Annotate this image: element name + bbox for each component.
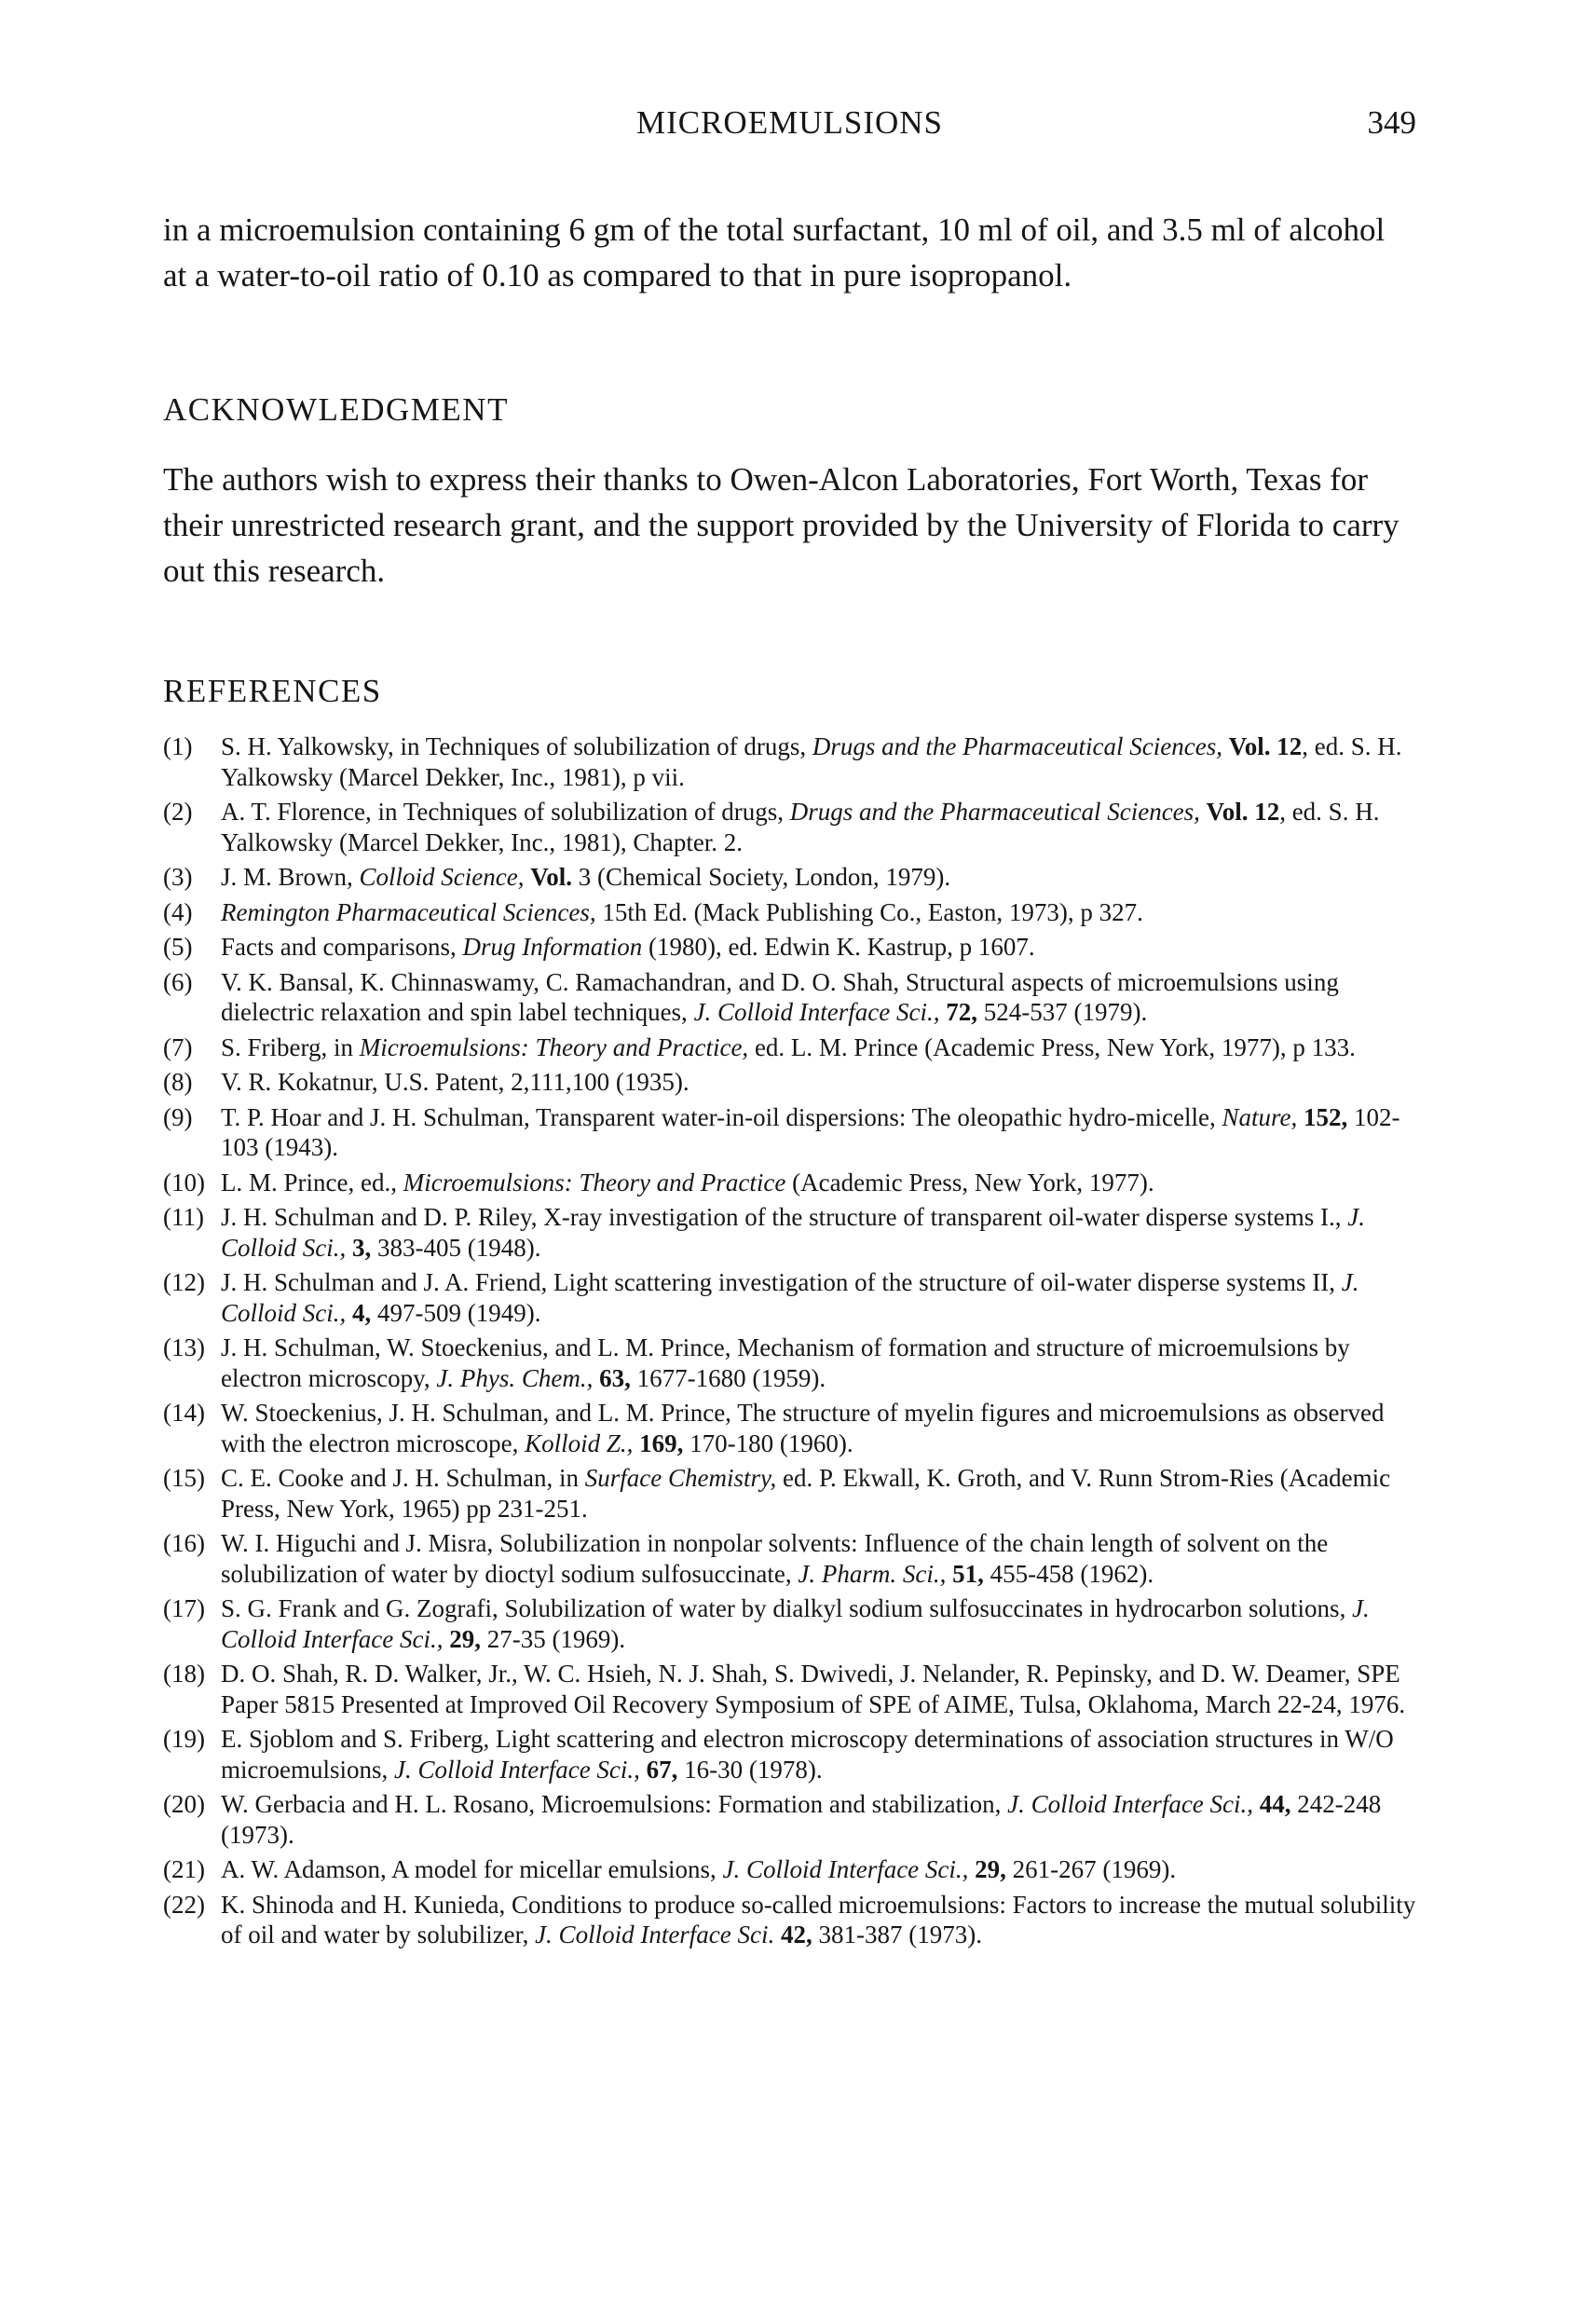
- reference-segment: 455-458 (1962).: [983, 1559, 1154, 1588]
- reference-volume: 12: [1254, 798, 1280, 826]
- reference-text: [221, 1399, 1385, 1457]
- reference-source-title: Drug Information: [462, 933, 643, 961]
- reference-segment: [1253, 1790, 1260, 1818]
- reference-number: (19): [163, 1725, 205, 1753]
- reference-segment: J. M. Brown,: [221, 863, 360, 891]
- reference-text: [221, 933, 1035, 961]
- reference-item: [163, 1890, 1416, 1950]
- reference-segment: E. Sjoblom and S. Friberg, Light scattering and electron microscopy determinations of association structures in W/O microemulsions,: [221, 1725, 1394, 1784]
- reference-segment: Facts and comparisons,: [221, 933, 463, 961]
- reference-segment: 381-387 (1973).: [812, 1921, 982, 1948]
- reference-segment: , ed. S. H. Yalkowsky (Marcel Dekker, Inc., 1981), p vii.: [221, 732, 1402, 791]
- reference-text: [221, 1725, 1394, 1784]
- reference-text: [221, 1464, 1390, 1523]
- reference-segment: 15th Ed. (Mack Publishing Co., Easton, 1973), p 327.: [595, 897, 1143, 926]
- reference-number: (17): [163, 1594, 205, 1622]
- reference-segment: 102-103 (1943).: [221, 1102, 1400, 1161]
- reference-source-title: J. Colloid Interface Sci.,: [1007, 1790, 1254, 1818]
- reference-source-title: Surface Chemistry,: [584, 1464, 777, 1492]
- reference-segment: (Academic Press, New York, 1977).: [785, 1168, 1154, 1196]
- reference-item: [163, 1168, 1416, 1198]
- reference-text: [221, 898, 1143, 926]
- reference-source-title: Nature,: [1222, 1102, 1298, 1131]
- reference-source-title: J. Phys. Chem.,: [436, 1363, 594, 1392]
- reference-segment: [346, 1299, 352, 1327]
- reference-segment: J. H. Schulman and J. A. Friend, Light scattering investigation of the structure of oil-water disperse systems II,: [221, 1268, 1342, 1296]
- reference-number: (16): [163, 1529, 205, 1557]
- reference-source-title: Drugs and the Pharmaceutical Sciences,: [789, 798, 1200, 826]
- reference-volume: 29,: [449, 1624, 481, 1653]
- reference-volume: 152,: [1304, 1102, 1348, 1131]
- reference-text: [221, 1529, 1328, 1588]
- reference-item: [163, 1067, 1416, 1098]
- reference-segment: W. I. Higuchi and J. Misra, Solubilization in nonpolar solvents: Influence of the chain length of solvent on the solubilization of water by dioctyl sodium sulfosuccinate,: [221, 1529, 1329, 1588]
- page-header: [163, 104, 1416, 153]
- reference-segment: S. Friberg, in: [221, 1032, 360, 1061]
- reference-volume: 4,: [352, 1298, 372, 1327]
- reference-segment: [640, 1756, 647, 1784]
- reference-segment: S. H. Yalkowsky, in Techniques of solubilization of drugs,: [221, 732, 812, 760]
- reference-segment: 16-30 (1978).: [677, 1755, 823, 1784]
- reference-number: (8): [163, 1068, 193, 1096]
- reference-item: [163, 862, 1416, 893]
- reference-volume: 72,: [946, 998, 977, 1026]
- reference-text: [221, 1169, 1154, 1196]
- reference-source-title: J. Colloid Interface Sci.,: [393, 1755, 640, 1784]
- reference-number: (12): [163, 1268, 205, 1296]
- reference-item: [163, 797, 1416, 857]
- reference-item: [163, 1398, 1416, 1458]
- reference-segment: W. Stoeckenius, J. H. Schulman, and L. M. Prince, The structure of myelin figures and microemulsions as observed with the electron microscope,: [221, 1399, 1385, 1457]
- reference-list: [163, 731, 1416, 1955]
- reference-segment: J. H. Schulman and D. P. Riley, X-ray investigation of the structure of transparent oil-water disperse systems I.,: [221, 1203, 1348, 1231]
- reference-volume: 42,: [781, 1921, 812, 1948]
- reference-number: (7): [163, 1032, 193, 1061]
- reference-segment: D. O. Shah, R. D. Walker, Jr., W. C. Hsieh, N. J. Shah, S. Dwivedi, J. Nelander, R. Pepinsky, and D. W. Deamer, SPE Paper 5815 Presented at Improved Oil Recovery Symposium of SPE of AIME, Tulsa, Oklahoma, March 22-24, 1976.: [221, 1660, 1406, 1718]
- reference-segment: [1200, 798, 1207, 826]
- reference-volume: 3,: [352, 1233, 372, 1262]
- reference-source-title: J. Colloid Interface Sci.,: [221, 1594, 1370, 1653]
- reference-number: (6): [163, 967, 193, 996]
- reference-source-title: J. Colloid Sci.,: [221, 1268, 1359, 1327]
- reference-segment: 383-405 (1948).: [371, 1233, 541, 1262]
- reference-source-title: J. Colloid Interface Sci.,: [693, 998, 940, 1026]
- intro-paragraph: in a microemulsion containing 6 gm of the total surfactant, 10 ml of oil, and 3.5 ml of alcohol at a water-to-oil ratio of 0.10 as compared to that in pure isopropanol.: [163, 212, 1386, 294]
- reference-volume: 63,: [599, 1363, 631, 1392]
- reference-segment: K. Shinoda and H. Kunieda, Conditions to produce so-called microemulsions: Factors to increase the mutual solubility of oil and water by solubilizer,: [221, 1890, 1416, 1948]
- reference-text: [221, 1891, 1415, 1949]
- acknowledgment-heading: ACKNOWLEDGMENT: [163, 391, 509, 428]
- reference-segment: W. Gerbacia and H. L. Rosano, Microemulsions: Formation and stabilization,: [221, 1790, 1008, 1818]
- reference-number: (20): [163, 1790, 205, 1818]
- reference-segment: [346, 1234, 352, 1262]
- reference-segment: 170-180 (1960).: [683, 1429, 853, 1457]
- reference-item: [163, 1202, 1416, 1263]
- reference-segment: V. K. Bansal, K. Chinnaswamy, C. Ramachandran, and D. O. Shah, Structural aspects of microemulsions using dielectric relaxation and spin label techniques,: [221, 967, 1339, 1026]
- reference-item: [163, 897, 1416, 928]
- reference-volume: 12: [1276, 732, 1303, 760]
- running-title: MICROEMULSIONS: [635, 104, 944, 141]
- reference-source-title: Colloid Science,: [359, 863, 525, 891]
- reference-source-title: Kolloid Z.,: [525, 1429, 634, 1457]
- reference-segment: T. P. Hoar and J. H. Schulman, Transparent water-in-oil dispersions: The oleopathic hydro-micelle,: [221, 1102, 1222, 1131]
- reference-segment: S. G. Frank and G. Zografi, Solubilization of water by dialkyl sodium sulfosuccinates in hydrocarbon solutions,: [221, 1594, 1353, 1622]
- reference-item: [163, 1463, 1416, 1524]
- reference-number: (1): [163, 732, 193, 760]
- reference-text: [221, 1203, 1365, 1262]
- reference-segment: 242-248 (1973).: [221, 1790, 1382, 1849]
- reference-volume: 67,: [646, 1755, 678, 1784]
- reference-source-title: J. Colloid Interface Sci.,: [722, 1855, 969, 1883]
- reference-item: [163, 1102, 1416, 1163]
- reference-segment: ed. L. M. Prince (Academic Press, New York, 1977), p 133.: [748, 1032, 1356, 1061]
- reference-text: [221, 798, 1379, 856]
- reference-text: [221, 968, 1339, 1027]
- reference-segment: 3 (Chemical Society, London, 1979).: [572, 863, 951, 891]
- reference-text: [221, 732, 1402, 791]
- reference-segment: 1677-1680 (1959).: [630, 1363, 826, 1392]
- reference-number: (9): [163, 1102, 193, 1131]
- reference-source-title: J. Pharm. Sci.,: [798, 1559, 947, 1588]
- reference-text: [221, 1790, 1381, 1849]
- reference-text: [221, 1068, 689, 1096]
- reference-segment: C. E. Cooke and J. H. Schulman, in: [221, 1464, 585, 1492]
- reference-item: [163, 932, 1416, 963]
- reference-text: [221, 1103, 1400, 1162]
- reference-item: [163, 1032, 1416, 1063]
- reference-segment: [1297, 1103, 1304, 1131]
- reference-volume: 169,: [639, 1429, 684, 1457]
- reference-number: (15): [163, 1464, 205, 1492]
- reference-number: (10): [163, 1168, 205, 1196]
- references-heading: REFERENCES: [163, 673, 382, 709]
- reference-item: [163, 1789, 1416, 1850]
- reference-segment: 27-35 (1969).: [480, 1624, 626, 1653]
- page-number: 349: [1367, 104, 1416, 141]
- reference-segment: [1222, 732, 1229, 760]
- reference-text: [221, 1268, 1359, 1327]
- reference-item: [163, 967, 1416, 1028]
- reference-item: [163, 1593, 1416, 1654]
- reference-item: [163, 1724, 1416, 1784]
- reference-number: (2): [163, 798, 193, 826]
- reference-text: [221, 1594, 1370, 1653]
- reference-volume: 29,: [975, 1855, 1006, 1883]
- reference-segment: A. W. Adamson, A model for micellar emulsions,: [221, 1855, 723, 1883]
- acknowledgment-body: The authors wish to express their thanks to Owen-Alcon Laboratories, Fort Worth, Texas for their unrestricted research grant, and the support provided by the University of Florida to carry out this research.: [163, 461, 1399, 589]
- reference-text: [221, 1033, 1356, 1061]
- reference-item: [163, 1854, 1416, 1885]
- reference-number: (13): [163, 1333, 205, 1361]
- reference-item: [163, 1659, 1416, 1719]
- reference-segment: (1980), ed. Edwin K. Kastrup, p 1607.: [642, 933, 1035, 961]
- reference-number: (22): [163, 1890, 205, 1919]
- reference-source-title: J. Colloid Interface Sci.: [535, 1921, 775, 1948]
- reference-segment: , ed. S. H. Yalkowsky (Marcel Dekker, Inc., 1981), Chapter. 2.: [221, 798, 1380, 856]
- reference-volume: 44,: [1259, 1790, 1291, 1818]
- reference-source-title: J. Colloid Sci.,: [221, 1203, 1365, 1262]
- reference-number: (14): [163, 1399, 205, 1427]
- reference-item: [163, 1528, 1416, 1589]
- reference-segment: J. H. Schulman, W. Stoeckenius, and L. M. Prince, Mechanism of formation and structure of microemulsions by electron microscopy,: [221, 1333, 1350, 1392]
- reference-item: [163, 731, 1416, 792]
- reference-text: [221, 863, 950, 891]
- reference-number: (4): [163, 897, 193, 926]
- reference-number: (5): [163, 933, 193, 961]
- reference-number: (3): [163, 863, 193, 891]
- reference-segment: 524-537 (1979).: [977, 998, 1148, 1026]
- reference-source-title: Drugs and the Pharmaceutical Sciences,: [812, 732, 1222, 760]
- reference-segment: ed. P. Ekwall, K. Groth, and V. Runn Strom-Ries (Academic Press, New York, 1965) pp 231-251.: [221, 1464, 1391, 1523]
- reference-source-title: Microemulsions: Theory and Practice,: [359, 1032, 749, 1061]
- reference-segment: V. R. Kokatnur, U.S. Patent, 2,111,100 (1935).: [221, 1068, 689, 1096]
- reference-segment: A. T. Florence, in Techniques of solubilization of drugs,: [221, 798, 790, 826]
- reference-text: [221, 1855, 1176, 1883]
- reference-item: [163, 1333, 1416, 1393]
- reference-number: (21): [163, 1855, 205, 1883]
- reference-volume: Vol.: [530, 863, 572, 891]
- reference-number: (11): [163, 1203, 204, 1231]
- reference-source-title: Remington Pharmaceutical Sciences,: [221, 897, 596, 926]
- reference-text: [221, 1660, 1405, 1718]
- reference-segment: 261-267 (1969).: [1005, 1855, 1177, 1883]
- reference-source-title: Microemulsions: Theory and Practice: [403, 1168, 786, 1196]
- reference-segment: 497-509 (1949).: [371, 1298, 541, 1327]
- reference-segment: L. M. Prince, ed.,: [221, 1168, 403, 1196]
- reference-volume: Vol.: [1206, 798, 1249, 826]
- reference-segment: [774, 1921, 781, 1948]
- reference-volume: Vol.: [1228, 732, 1271, 760]
- reference-volume: 51,: [952, 1559, 984, 1588]
- reference-number: (18): [163, 1660, 205, 1688]
- reference-item: [163, 1267, 1416, 1328]
- reference-text: [221, 1333, 1350, 1392]
